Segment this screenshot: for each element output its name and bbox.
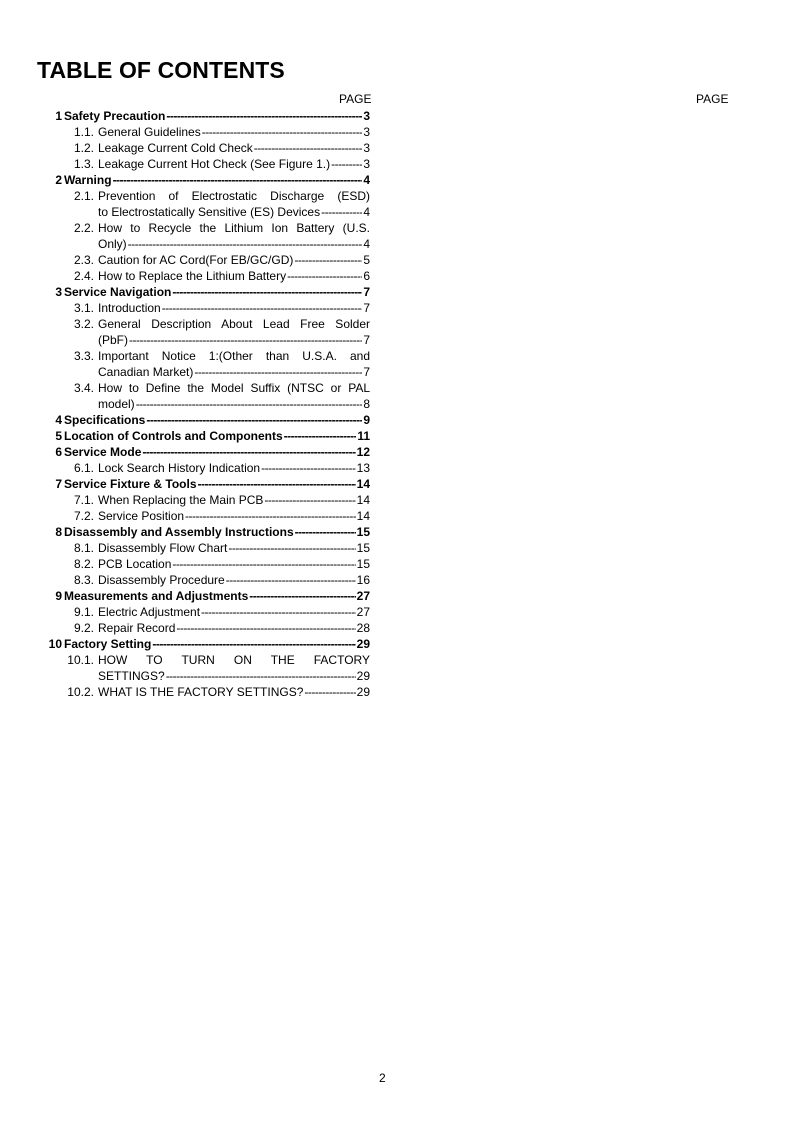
toc-entry-text [64,444,370,460]
toc-entry-leader-line [64,476,370,492]
toc-entry-text [98,684,370,700]
toc-entry[interactable] [0,652,380,684]
toc-entry-text [98,124,370,140]
toc-entry[interactable] [0,492,380,508]
toc-entry-text [98,348,370,380]
toc-entry-page: 9 [363,413,370,427]
dot-leader [142,444,355,460]
toc-entry-title-line: Warning [64,173,112,187]
dot-leader [172,556,355,572]
toc-entry-number: 3 [55,285,62,299]
dot-leader [166,108,362,124]
toc-entry-title-line: Measurements and Adjustments [64,589,249,603]
toc-entry-text [98,140,370,156]
toc-entry-number: 3.1. [73,301,94,315]
toc-entry-leader-line [64,444,370,460]
toc-entry-text [98,156,370,172]
dot-leader [202,124,363,140]
toc-entry-number: 10 [48,637,62,651]
toc-entry-title-line: Service Fixture & Tools [64,477,197,491]
dot-leader [264,492,355,508]
toc-entry-page: 3 [363,141,370,155]
toc-entry-page: 7 [363,333,370,347]
toc-entry-title-line: HOW TO TURN ON THE FACTORY [98,653,370,667]
toc-entry-text [98,492,370,508]
toc-entry-leader-line [98,492,370,508]
toc-entry-title-line: Disassembly Flow Chart [98,541,228,555]
toc-entry-text [98,300,370,316]
dot-leader [136,396,363,412]
dot-leader [198,476,356,492]
toc-entry-number: 6.1. [73,461,94,475]
toc-entry-page: 5 [363,253,370,267]
toc-entry[interactable] [0,124,380,140]
toc-entry-text [64,428,370,444]
toc-entry-page: 4 [363,237,370,251]
toc-entry[interactable] [0,636,380,652]
dot-leader [287,268,362,284]
toc-entry-number: 10.1. [67,653,94,667]
toc-entry-number: 2.4. [73,269,94,283]
toc-entry-page: 6 [363,269,370,283]
toc-entry-number: 7.2. [73,509,94,523]
toc-entry-page: 16 [356,573,370,587]
toc-entry-page: 11 [357,429,370,443]
toc-entry-page: 15 [356,557,370,571]
toc-entry-title-line: Service Position [98,509,185,523]
dot-leader [331,156,362,172]
toc-entry[interactable] [0,220,380,252]
toc-entry-text [64,588,370,604]
toc-entry-number: 1 [55,109,62,123]
dot-leader [113,172,363,188]
dot-leader [228,540,355,556]
toc-entry-page: 8 [363,397,370,411]
dot-leader [176,620,355,636]
page-column-heading-left: PAGE [339,92,372,106]
toc-entry[interactable] [0,572,380,588]
dot-leader [294,252,362,268]
toc-entry-title-line: Safety Precaution [64,109,166,123]
toc-entry-leader-line [64,636,370,652]
toc-entry-page: 3 [363,109,370,123]
toc-entry-leader-line [98,268,370,284]
toc-entry[interactable] [0,508,380,524]
toc-entry[interactable] [0,476,380,492]
toc-entry-number: 5 [55,429,62,443]
toc-entry-title-line: Repair Record [98,621,176,635]
dot-leader [304,684,355,700]
toc-entry[interactable] [0,140,380,156]
toc-entry-leader-line [98,204,370,220]
toc-entry[interactable] [0,316,380,348]
dot-leader [249,588,355,604]
toc-entry-number: 2.2. [73,221,94,235]
toc-entry-text [98,556,370,572]
toc-entry-text [64,172,370,188]
toc-entry-title-line: Leakage Current Cold Check [98,141,253,155]
toc-entry-number: 8.1. [73,541,94,555]
toc-entry-text [98,268,370,284]
toc-entry[interactable] [0,300,380,316]
dot-leader [201,604,356,620]
toc-entry[interactable] [0,428,380,444]
toc-entry[interactable] [0,588,380,604]
toc-entry-leader-line [98,140,370,156]
toc-entry-text [64,476,370,492]
toc-entry-leader-line [98,684,370,700]
toc-entry-number: 3.4. [73,381,94,395]
toc-entry-number: 8 [55,525,62,539]
toc-entry-number: 7.1. [73,493,94,507]
toc-entry-number: 3.2. [73,317,94,331]
toc-entry-page: 7 [363,365,370,379]
toc-entry[interactable] [0,348,380,380]
toc-entry-number: 1.3. [73,157,94,171]
toc-entry-number: 10.2. [67,685,94,699]
toc-entry-text [98,220,370,252]
toc-entry-page: 29 [356,669,370,683]
toc-entry-page: 14 [356,493,370,507]
dot-leader [162,300,363,316]
toc-entry-title-line: SETTINGS? [98,669,165,683]
toc-entry-number: 2 [55,173,62,187]
toc-entry-title-line: Disassembly and Assembly Instructions [64,525,294,539]
toc-entry-number: 4 [55,413,62,427]
dot-leader [284,428,357,444]
toc-entry-text [98,620,370,636]
toc-entry-leader-line [98,572,370,588]
toc-entry-text [98,604,370,620]
toc-entry-leader-line [64,428,370,444]
toc-entry-leader-line [98,364,370,380]
page-title: TABLE OF CONTENTS [37,57,285,83]
toc-entry-leader-line [98,236,370,252]
toc-entry-text [98,316,370,348]
toc-entry-number: 1.1. [73,125,94,139]
toc-entry-page: 28 [356,621,370,635]
toc-entry[interactable] [0,524,380,540]
dot-leader [261,460,356,476]
toc-entry-page: 29 [356,637,370,651]
toc-entry-page: 7 [363,285,370,299]
toc-entry-page: 4 [363,205,370,219]
toc-entry-leader-line [98,540,370,556]
toc-entry[interactable] [0,156,380,172]
toc-entry-text [98,460,370,476]
dot-leader [226,572,356,588]
toc-entry-leader-line [98,252,370,268]
toc-entry-title-line: General Description About Lead Free Solder [98,317,370,331]
toc-entry-leader-line [98,668,370,684]
toc-entry-title-line: How to Define the Model Suffix (NTSC or PAL [98,381,370,395]
dot-leader [129,332,362,348]
toc-entry-page: 13 [356,461,370,475]
dot-leader [185,508,356,524]
toc-entry-leader-line [98,604,370,620]
toc-entry-leader-line [64,284,370,300]
dot-leader [172,284,362,300]
toc-entry-text [64,412,370,428]
toc-entry-title-line: Only) [98,237,127,251]
toc-entry-leader-line [98,124,370,140]
toc-entry-page: 3 [363,125,370,139]
toc-entry[interactable] [0,556,380,572]
toc-entry[interactable] [0,380,380,412]
toc-entry-leader-line [98,156,370,172]
toc-entry[interactable] [0,460,380,476]
toc-entry-title-line: to Electrostatically Sensitive (ES) Devices [98,205,321,219]
dot-leader [166,668,356,684]
toc-entry-number: 9 [55,589,62,603]
toc-entry-leader-line [98,460,370,476]
toc-entry-title-line: Specifications [64,413,146,427]
toc-entry-leader-line [64,588,370,604]
toc-entry-leader-line [98,332,370,348]
page-number: 2 [379,1071,386,1085]
toc-entry-number: 2.3. [73,253,94,267]
dot-leader [295,524,356,540]
toc-entry-number: 8.2. [73,557,94,571]
toc-entry-text [64,524,370,540]
toc-entry-title-line: Important Notice 1:(Other than U.S.A. and [98,349,370,363]
toc-entry-page: 7 [363,301,370,315]
dot-leader [194,364,362,380]
toc-entry-page: 4 [363,173,370,187]
toc-entry-leader-line [64,108,370,124]
toc-entry[interactable] [0,172,380,188]
dot-leader [152,636,355,652]
toc-entry-number: 9.2. [73,621,94,635]
toc-entry-number: 3.3. [73,349,94,363]
toc-entry[interactable] [0,620,380,636]
toc-entry-title-line: Service Mode [64,445,142,459]
toc-entry-title-line: PCB Location [98,557,172,571]
toc-entry-number: 9.1. [73,605,94,619]
toc-entry-leader-line [98,300,370,316]
toc-entry-text [64,284,370,300]
toc-entry-title-line: Leakage Current Hot Check (See Figure 1.) [98,157,331,171]
toc-entry[interactable] [0,268,380,284]
dot-leader [146,412,362,428]
toc-entry-page: 27 [356,605,370,619]
toc-entry-leader-line [64,172,370,188]
toc-entry-leader-line [64,412,370,428]
toc-entry[interactable] [0,604,380,620]
toc-entry-title-line: Location of Controls and Components [64,429,283,443]
toc-entry[interactable] [0,540,380,556]
toc-entry-title-line: (PbF) [98,333,128,347]
toc-entry-leader-line [64,524,370,540]
toc-entry-title-line: Canadian Market) [98,365,194,379]
toc-entry-title-line: model) [98,397,135,411]
toc-entry-title-line: Factory Setting [64,637,152,651]
toc-entry-leader-line [98,556,370,572]
dot-leader [321,204,362,220]
toc-entry[interactable] [0,252,380,268]
toc-entry-title-line: How to Recycle the Lithium Ion Battery (U.S. [98,221,370,235]
page-column-heading-right: PAGE [696,92,729,106]
toc-entry[interactable] [0,188,380,220]
toc-entry-title-line: Disassembly Procedure [98,573,225,587]
toc-entry-number: 2.1. [73,189,94,203]
toc-entry-text [64,108,370,124]
toc-entry[interactable] [0,684,380,700]
toc-entry-title-line: Prevention of Electrostatic Discharge (ESD) [98,189,370,203]
toc-entry-page: 15 [356,541,370,555]
toc-entry-title-line: How to Replace the Lithium Battery [98,269,287,283]
toc-entry-text [98,652,370,684]
toc-entry-title-line: Service Navigation [64,285,172,299]
toc-entry-title-line: WHAT IS THE FACTORY SETTINGS? [98,685,304,699]
dot-leader [254,140,363,156]
toc-entry-number: 8.3. [73,573,94,587]
toc-entry-text [98,188,370,220]
toc-entry-number: 6 [55,445,62,459]
toc-entry-title-line: Lock Search History Indication [98,461,261,475]
toc-entry-text [98,380,370,412]
toc-entry-title-line: When Replacing the Main PCB [98,493,264,507]
toc-entry-page: 29 [356,685,370,699]
toc-entry-page: 15 [356,525,370,539]
toc-entry-text [64,636,370,652]
toc-entry-title-line: Caution for AC Cord(For EB/GC/GD) [98,253,294,267]
toc-entry-page: 14 [356,477,370,491]
toc-entry-page: 3 [363,157,370,171]
toc-entry-title-line: General Guidelines [98,125,201,139]
toc-entry-text [98,572,370,588]
toc-entry[interactable] [0,444,380,460]
toc-entry-text [98,508,370,524]
toc-entry-number: 1.2. [73,141,94,155]
toc-entry[interactable] [0,284,380,300]
toc-entry-leader-line [98,620,370,636]
toc-entry-leader-line [98,396,370,412]
toc-entry-number: 7 [55,477,62,491]
toc-entry-page: 12 [356,445,370,459]
toc-entry-page: 14 [356,509,370,523]
toc-entry[interactable] [0,412,380,428]
toc-entry-leader-line [98,508,370,524]
toc-entry-page: 27 [356,589,370,603]
toc-entry-text [98,540,370,556]
toc-entry-title-line: Electric Adjustment [98,605,201,619]
toc-entry[interactable] [0,108,380,124]
dot-leader [128,236,363,252]
toc-entry-text [98,252,370,268]
toc-entry-title-line: Introduction [98,301,161,315]
